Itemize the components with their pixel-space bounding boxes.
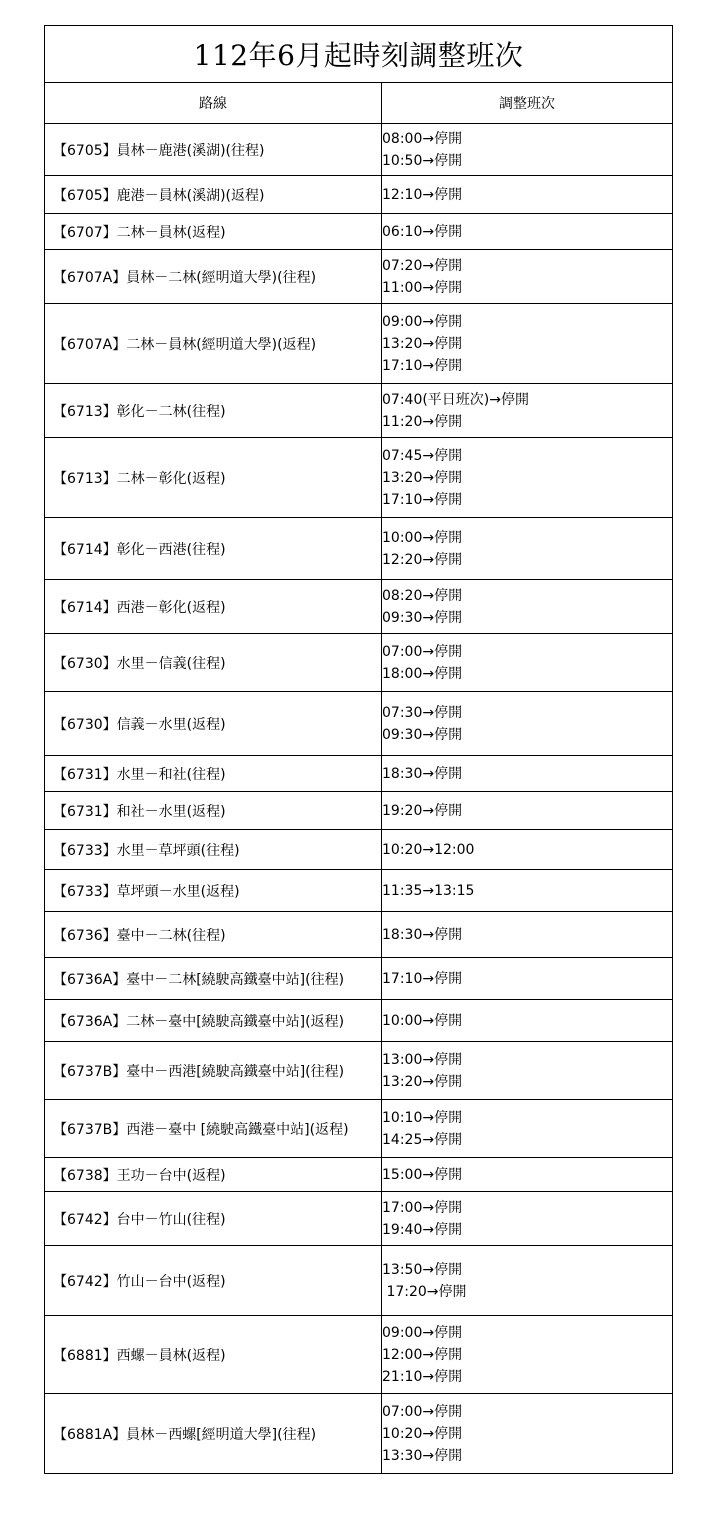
adjust-cell	[382, 214, 673, 250]
table-row	[45, 1158, 673, 1192]
adjust-time-entry: 12:00→停開	[382, 1346, 463, 1363]
adjust-time-entry: 10:00→停開	[382, 529, 463, 546]
route-cell: 【6736A】臺中－二林[繞駛高鐵臺中站](往程)	[45, 958, 382, 1000]
adjust-time-entry: 13:00→停開	[382, 1051, 463, 1068]
table-row	[45, 1192, 673, 1246]
table-row	[45, 958, 673, 1000]
adjust-time-entry: 08:00→停開	[382, 130, 463, 147]
table-row	[45, 1394, 673, 1474]
table-row	[45, 438, 673, 518]
adjust-cell	[382, 692, 673, 756]
route-cell: 【6707】二林－員林(返程)	[45, 214, 382, 250]
adjust-time-entry: 08:20→停開	[382, 587, 463, 604]
adjust-time-entry: 11:35→13:15	[382, 882, 475, 899]
adjust-time-entry: 10:20→停開	[382, 1425, 463, 1442]
adjust-time-entry: 13:30→停開	[382, 1447, 463, 1464]
adjust-time-entry: 06:10→停開	[382, 223, 463, 240]
route-cell: 【6730】信義－水里(返程)	[45, 692, 382, 756]
route-cell: 【6730】水里－信義(往程)	[45, 634, 382, 692]
column-header-route: 路線	[45, 83, 382, 124]
route-cell: 【6731】和社－水里(返程)	[45, 792, 382, 830]
adjust-time-entry: 18:30→停開	[382, 926, 463, 943]
adjust-time-entry: 07:45→停開	[382, 447, 463, 464]
adjust-cell	[382, 176, 673, 214]
route-cell: 【6737B】西港－臺中 [繞駛高鐵臺中站](返程)	[45, 1100, 382, 1158]
adjust-cell	[382, 1042, 673, 1100]
table-row	[45, 384, 673, 438]
route-cell: 【6733】草坪頭－水里(返程)	[45, 870, 382, 912]
table-row	[45, 870, 673, 912]
adjust-time-entry: 07:00→停開	[382, 643, 463, 660]
adjust-time-entry: 07:00→停開	[382, 1403, 463, 1420]
table-row	[45, 634, 673, 692]
table-row	[45, 912, 673, 958]
table-row	[45, 1100, 673, 1158]
adjust-time-entry: 10:10→停開	[382, 1109, 463, 1126]
adjust-time-entry: 17:10→停開	[382, 970, 463, 987]
route-cell: 【6742】竹山－台中(返程)	[45, 1246, 382, 1316]
table-row	[45, 1000, 673, 1042]
table-row	[45, 830, 673, 870]
adjust-time-entry: 11:20→停開	[382, 413, 463, 430]
route-cell: 【6713】彰化－二林(往程)	[45, 384, 382, 438]
adjust-cell	[382, 580, 673, 634]
adjust-cell	[382, 870, 673, 912]
route-cell: 【6738】王功－台中(返程)	[45, 1158, 382, 1192]
table-row	[45, 580, 673, 634]
route-cell: 【6737B】臺中－西港[繞駛高鐵臺中站](往程)	[45, 1042, 382, 1100]
adjust-time-entry: 17:10→停開	[382, 357, 463, 374]
table-row	[45, 518, 673, 580]
adjust-cell	[382, 756, 673, 792]
adjust-time-entry: 09:30→停開	[382, 726, 463, 743]
adjust-time-entry: 17:20→停開	[382, 1283, 467, 1300]
adjust-time-entry: 14:25→停開	[382, 1131, 463, 1148]
adjust-cell	[382, 384, 673, 438]
table-row	[45, 176, 673, 214]
adjust-time-entry: 19:40→停開	[382, 1221, 463, 1238]
adjust-time-entry: 18:00→停開	[382, 665, 463, 682]
table-row	[45, 1246, 673, 1316]
page-title: 112年6月起時刻調整班次	[45, 26, 673, 83]
adjust-time-entry: 13:20→停開	[382, 469, 463, 486]
adjust-time-entry: 17:00→停開	[382, 1199, 463, 1216]
schedule-table	[44, 25, 673, 1474]
adjust-time-entry: 12:20→停開	[382, 551, 463, 568]
table-row	[45, 692, 673, 756]
adjust-time-entry: 12:10→停開	[382, 186, 463, 203]
adjust-cell	[382, 250, 673, 304]
adjust-cell	[382, 792, 673, 830]
route-cell: 【6733】水里－草坪頭(往程)	[45, 830, 382, 870]
adjust-cell	[382, 438, 673, 518]
adjust-cell	[382, 1000, 673, 1042]
adjust-time-entry: 10:00→停開	[382, 1012, 463, 1029]
route-cell: 【6707A】員林－二林(經明道大學)(往程)	[45, 250, 382, 304]
table-row	[45, 304, 673, 384]
route-cell: 【6731】水里－和社(往程)	[45, 756, 382, 792]
adjust-cell	[382, 958, 673, 1000]
route-cell: 【6714】彰化－西港(往程)	[45, 518, 382, 580]
adjust-time-entry: 19:20→停開	[382, 802, 463, 819]
route-cell: 【6736A】二林－臺中[繞駛高鐵臺中站](返程)	[45, 1000, 382, 1042]
route-cell: 【6705】鹿港－員林(溪湖)(返程)	[45, 176, 382, 214]
adjust-time-entry: 11:00→停開	[382, 279, 463, 296]
adjust-time-entry: 10:50→停開	[382, 152, 463, 169]
adjust-cell	[382, 518, 673, 580]
adjust-time-entry: 09:00→停開	[382, 1324, 463, 1341]
column-header-adjust: 調整班次	[382, 83, 673, 124]
adjust-time-entry: 10:20→12:00	[382, 841, 475, 858]
adjust-cell	[382, 1316, 673, 1394]
adjust-time-entry: 21:10→停開	[382, 1368, 463, 1385]
adjust-cell	[382, 1158, 673, 1192]
table-row	[45, 124, 673, 176]
table-row	[45, 250, 673, 304]
route-cell: 【6881A】員林－西螺[經明道大學](往程)	[45, 1394, 382, 1474]
table-row	[45, 792, 673, 830]
adjust-cell	[382, 1192, 673, 1246]
route-cell: 【6714】西港－彰化(返程)	[45, 580, 382, 634]
route-cell: 【6713】二林－彰化(返程)	[45, 438, 382, 518]
adjust-time-entry: 18:30→停開	[382, 765, 463, 782]
table-row	[45, 1316, 673, 1394]
route-cell: 【6707A】二林－員林(經明道大學)(返程)	[45, 304, 382, 384]
route-cell: 【6736】臺中－二林(往程)	[45, 912, 382, 958]
route-cell: 【6705】員林－鹿港(溪湖)(往程)	[45, 124, 382, 176]
adjust-time-entry: 17:10→停開	[382, 491, 463, 508]
adjust-cell	[382, 1100, 673, 1158]
adjust-time-entry: 09:00→停開	[382, 313, 463, 330]
adjust-time-entry: 13:50→停開	[382, 1261, 463, 1278]
schedule-body	[45, 124, 673, 1474]
adjust-cell	[382, 634, 673, 692]
adjust-cell	[382, 1394, 673, 1474]
adjust-time-entry: 09:30→停開	[382, 609, 463, 626]
adjust-time-entry: 13:20→停開	[382, 1073, 463, 1090]
adjust-cell	[382, 304, 673, 384]
adjust-time-entry: 07:30→停開	[382, 704, 463, 721]
adjust-cell	[382, 1246, 673, 1316]
table-row	[45, 756, 673, 792]
route-cell: 【6742】台中－竹山(往程)	[45, 1192, 382, 1246]
adjust-time-entry: 07:40(平日班次)→停開	[382, 391, 529, 408]
table-row	[45, 214, 673, 250]
adjust-cell	[382, 912, 673, 958]
adjust-time-entry: 15:00→停開	[382, 1166, 463, 1183]
adjust-time-entry: 07:20→停開	[382, 257, 463, 274]
table-row	[45, 1042, 673, 1100]
route-cell: 【6881】西螺－員林(返程)	[45, 1316, 382, 1394]
adjust-time-entry: 13:20→停開	[382, 335, 463, 352]
adjust-cell	[382, 830, 673, 870]
adjust-cell	[382, 124, 673, 176]
